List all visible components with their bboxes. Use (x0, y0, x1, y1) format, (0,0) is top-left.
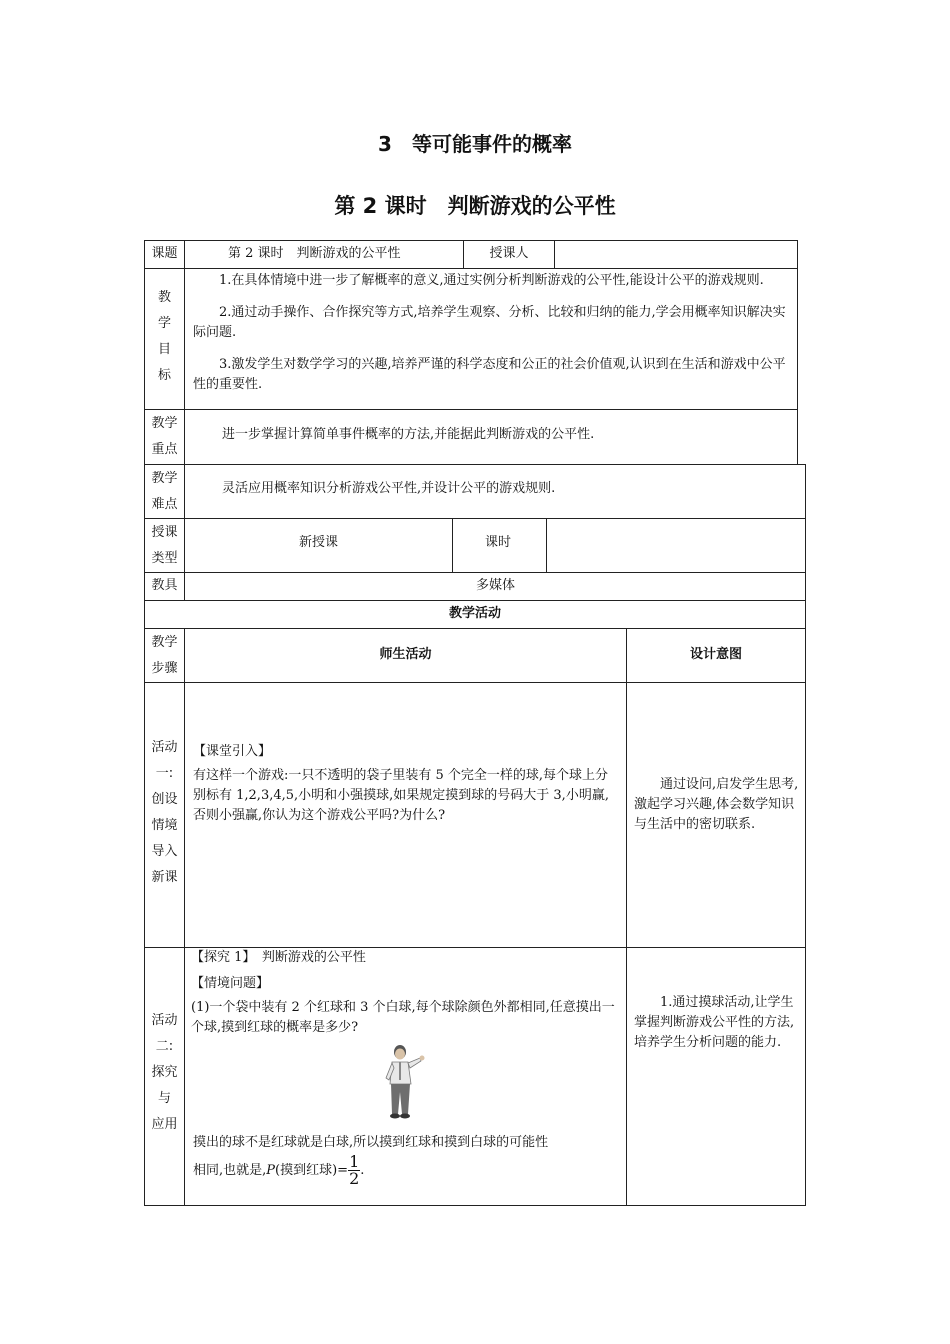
topic-value: 第 2 课时 判断游戏的公平性 (228, 246, 401, 261)
probability-fraction: $\frac{1}{2}$ (349, 1152, 360, 1188)
activity2-content (191, 948, 621, 1038)
objectives-list (193, 271, 791, 407)
answer-line1: 摸出的球不是红球就是白球,所以摸到红球和摸到白球的可能性 (193, 1135, 549, 1150)
difficulties-label: 教学难点 (151, 471, 178, 512)
objective-item: 2.通过动手操作、合作探究等方式,培养学生观察、分析、比较和归纳的能力,学会用概率知识解决实际问题. (193, 305, 786, 340)
section-title: 3 等可能事件的概率 (378, 132, 572, 156)
key-points-label: 教学重点 (151, 416, 178, 457)
scenario-question: (1)一个袋中装有 2 个红球和 3 个白球,每个球除颜色外都相同,任意摸出一个球,摸到红球的概率是多少? (191, 1000, 615, 1035)
tools-label: 教具 (151, 578, 178, 593)
activity2-label: 活动 二: 探究 与 应用 (151, 1013, 178, 1132)
topic-label: 课题 (151, 246, 178, 261)
hours-label: 课时 (485, 535, 512, 550)
boy-illustration (380, 1044, 426, 1122)
lesson-type-value: 新授课 (298, 535, 338, 550)
teacher-label: 授课人 (489, 246, 529, 261)
tools-value: 多媒体 (475, 578, 515, 593)
answer-line2: 相同,也就是,P(摸到红球)= $\frac{1}{2}$ . (193, 1152, 365, 1188)
objective-item: 3.激发学生对数学学习的兴趣,培养严谨的科学态度和公正的社会价值观,认识到在生活和游戏中公平性的重要性. (193, 357, 786, 392)
intro-text: 有这样一个游戏:一只不透明的袋子里装有 5 个完全一样的球,每个球上分别标有 1,2,3,4,5,小明和小强摸球,如果规定摸到球的号码大于 3,小明赢,否则小强赢,你认为这个游戏公平吗?为什么? (193, 768, 609, 823)
key-points-text: 进一步掌握计算简单事件概率的方法,并能据此判断游戏的公平性. (222, 427, 595, 442)
intro-heading: 【课堂引入】 (193, 744, 272, 759)
activity2-intent-cell (626, 947, 806, 1206)
activity1-content (193, 742, 619, 826)
scenario-title: 【情境问题】 (191, 976, 270, 991)
activity1-label: 活动 一: 创设 情境 导入 新课 (151, 740, 178, 885)
objectives-label: 教 学 目 标 (157, 290, 171, 383)
activity1-intent: 通过设问,启发学生思考,激起学习兴趣,体会数学知识与生活中的密切联系. (634, 777, 799, 832)
activity2-intent: 1.通过摸球活动,让学生掌握判断游戏公平性的方法,培养学生分析问题的能力. (634, 995, 795, 1050)
intent-header: 设计意图 (689, 647, 742, 662)
difficulties-text: 灵活应用概率知识分析游戏公平性,并设计公平的游戏规则. (222, 481, 556, 496)
main-header: 师生活动 (379, 647, 432, 662)
lesson-title: 第 2 课时 判断游戏的公平性 (334, 194, 616, 218)
step-header: 教学步骤 (151, 635, 178, 676)
objective-item: 1.在具体情境中进一步了解概率的意义,通过实例分析判断游戏的公平性,能设计公平的游戏规则. (219, 273, 764, 288)
lesson-type-label: 授课类型 (151, 525, 178, 566)
explore-title: 【探究 1】 判断游戏的公平性 (191, 950, 366, 965)
activities-title: 教学活动 (448, 606, 501, 621)
